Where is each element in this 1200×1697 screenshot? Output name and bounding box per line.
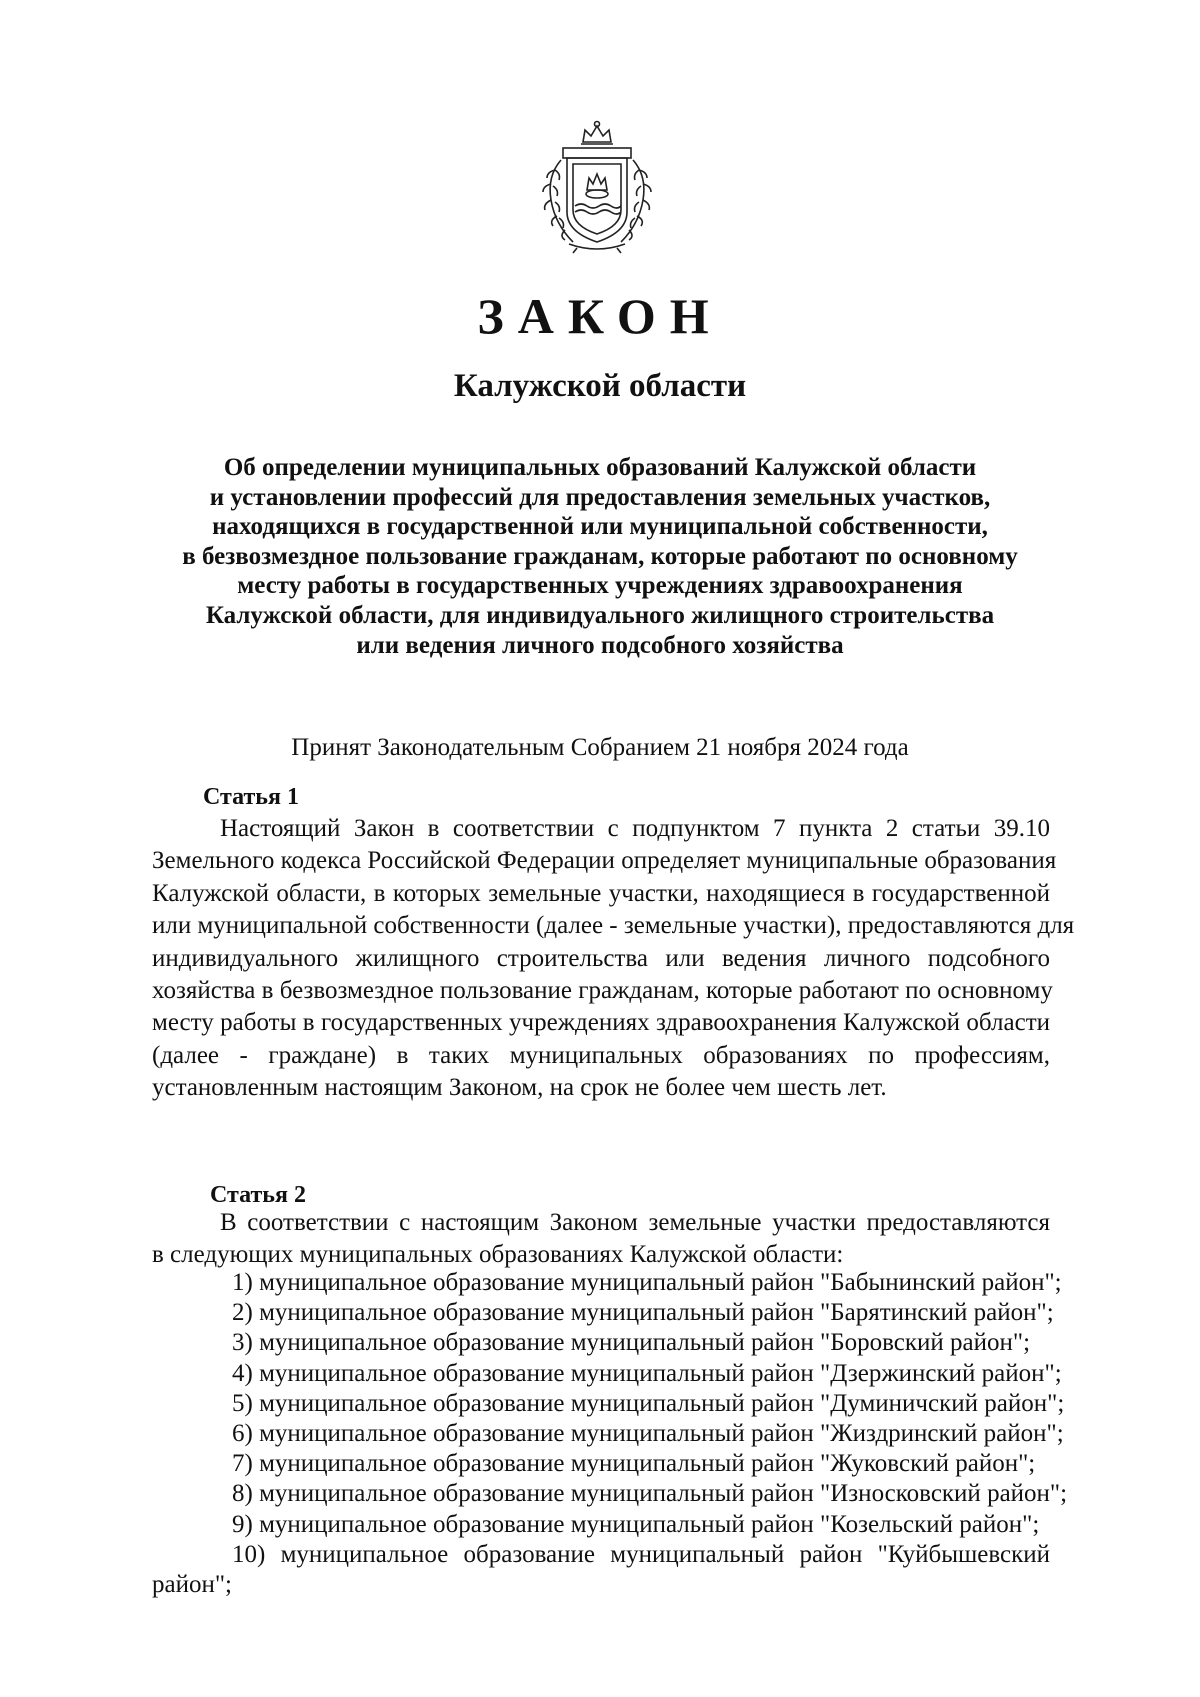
subject-line: в безвозмездное пользование гражданам, которые работают по основному <box>182 542 1018 570</box>
article-2-intro <box>152 1207 1050 1272</box>
subject-line: и установлении профессий для предоставления земельных участков, <box>209 483 991 511</box>
text-line: хозяйства в безвозмездное пользование гражданам, которые работают по основному <box>152 977 1053 1005</box>
subject-line: Калужской области, для индивидуального жилищного строительства <box>205 601 995 629</box>
list-item: 2) муниципальное образование муниципальный район "Барятинский район"; <box>232 1299 1054 1327</box>
municipality-list <box>152 1268 1068 1600</box>
kaluga-coat-of-arms-icon <box>533 120 661 254</box>
list-item-continuation: район"; <box>152 1571 233 1599</box>
text-line: Калужской области, в которых земельные участки, находящиеся в государственной <box>152 879 1050 907</box>
region-title: Калужской области <box>453 368 747 404</box>
list-item: 4) муниципальное образование муниципальный район "Дзержинский район"; <box>232 1359 1062 1387</box>
text-line: установленным настоящим Законом, на срок не более чем шесть лет. <box>152 1074 887 1102</box>
list-item: 7) муниципальное образование муниципальный район "Жуковский район"; <box>232 1450 1036 1478</box>
list-item: 9) муниципальное образование муниципальный район "Козельский район"; <box>232 1510 1040 1538</box>
law-subject <box>140 453 1060 660</box>
subject-line: находящихся в государственной или муниципальной собственности, <box>212 513 988 541</box>
article-1-heading: Статья 1 <box>203 784 299 810</box>
text-line: месту работы в государственных учреждениях здравоохранения Калужской области <box>152 1009 1050 1037</box>
text-line: Настоящий Закон в соответствии с подпунктом 7 пункта 2 статьи 39.10 <box>220 815 1050 842</box>
text-line: индивидуального жилищного строительства или ведения личного подсобного <box>152 944 1050 972</box>
text-line: или муниципальной собственности (далее - земельные участки), предоставляются для <box>152 912 1075 940</box>
subject-line: или ведения личного подсобного хозяйства <box>356 631 844 659</box>
text-line: (далее - граждане) в таких муниципальных образованиях по профессиям, <box>152 1041 1050 1069</box>
list-item: 1) муниципальное образование муниципальный район "Бабынинский район"; <box>232 1269 1062 1296</box>
list-item: 8) муниципальное образование муниципальный район "Износковский район"; <box>232 1480 1068 1508</box>
adoption-date: Принят Законодательным Собранием 21 ноября 2024 года <box>291 734 909 761</box>
subject-line: месту работы в государственных учреждениях здравоохранения <box>237 572 963 600</box>
text-line: В соответствии с настоящим Законом земельные участки предоставляются <box>220 1209 1050 1236</box>
list-item: 5) муниципальное образование муниципальный район "Думиничский район"; <box>232 1389 1065 1417</box>
subject-line: Об определении муниципальных образований Калужской области <box>223 454 977 481</box>
list-item: 3) муниципальное образование муниципальный район "Боровский район"; <box>232 1329 1031 1357</box>
article-2-heading: Статья 2 <box>210 1182 306 1208</box>
list-item: 10) муниципальное образование муниципальный район "Куйбышевский <box>232 1540 1050 1568</box>
list-item: 6) муниципальное образование муниципальный район "Жиздринский район"; <box>232 1420 1064 1448</box>
law-title: ЗАКОН <box>477 288 723 344</box>
article-1-text <box>152 813 1075 1105</box>
text-line: Земельного кодекса Российской Федерации определяет муниципальные образования <box>152 847 1057 875</box>
text-line: в следующих муниципальных образованиях Калужской области: <box>152 1241 844 1269</box>
